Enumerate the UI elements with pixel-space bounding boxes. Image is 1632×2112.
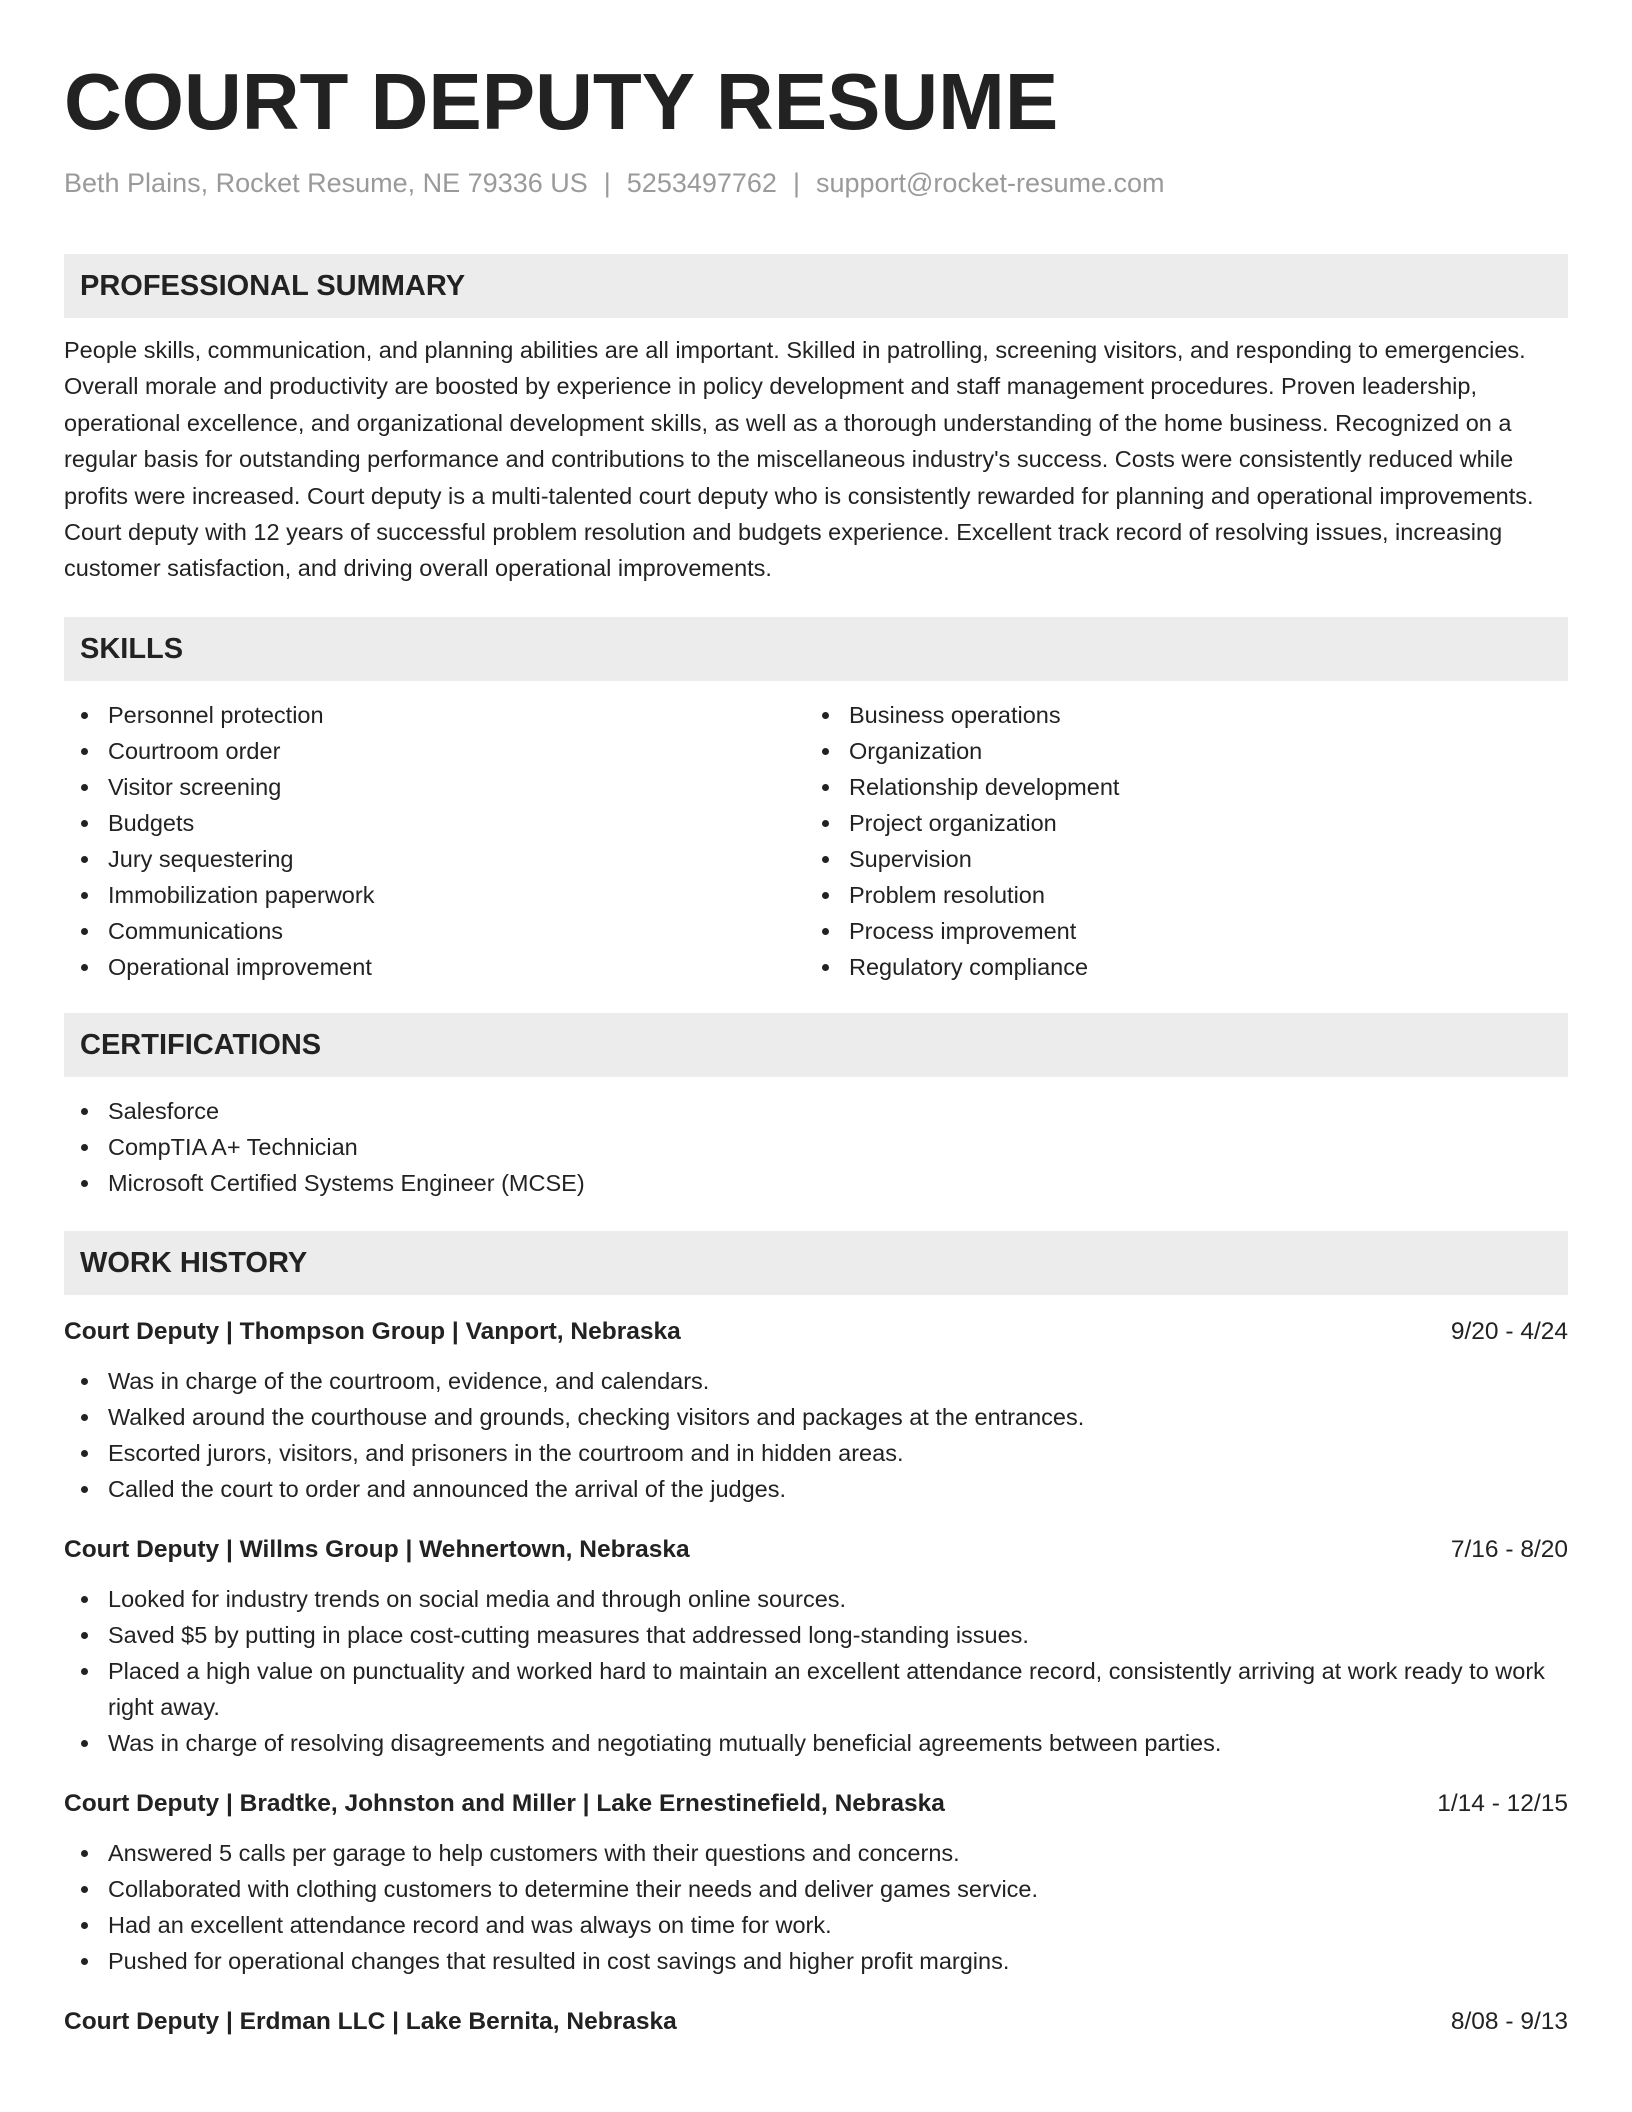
skill-item: Jury sequestering xyxy=(64,841,805,877)
job-dates: 7/16 - 8/20 xyxy=(1450,1535,1568,1563)
skill-item: Operational improvement xyxy=(64,949,805,985)
job-entry xyxy=(64,1315,1568,1507)
address: Beth Plains, Rocket Resume, NE 79336 US xyxy=(64,168,588,198)
section-header-certifications: CERTIFICATIONS xyxy=(64,1013,1568,1077)
section-header-skills: SKILLS xyxy=(64,617,1568,681)
skill-item: Regulatory compliance xyxy=(805,949,1546,985)
job-header xyxy=(64,2005,1568,2039)
certification-item: Microsoft Certified Systems Engineer (MCSE) xyxy=(64,1165,1568,1201)
job-dates: 8/08 - 9/13 xyxy=(1450,2007,1568,2035)
job-bullets xyxy=(64,1363,1568,1507)
skill-item: Communications xyxy=(64,913,805,949)
job-entry xyxy=(64,1533,1568,1761)
job-bullet: Was in charge of resolving disagreements and negotiating mutually beneficial agreements between parties. xyxy=(64,1725,1568,1761)
skill-item: Budgets xyxy=(64,805,805,841)
job-bullet: Answered 5 calls per garage to help customers with their questions and concerns. xyxy=(64,1835,1568,1871)
summary-text: People skills, communication, and planning abilities are all important. Skilled in patrolling, screening visitors, and responding to emergencies. Overall morale and productivity are boosted by experience in policy development and staff management procedures. Proven leadership, operational excellence, and organizational development skills, as well as a thorough understanding of the home business. Recognized on a regular basis for outstanding performance and contributions to the miscellaneous industry's success. Costs were consistently reduced while profits were increased. Court deputy is a multi-talented court deputy who is consistently rewarded for planning and operational improvements. Court deputy with 12 years of successful problem resolution and budgets experience. Excellent track record of resolving issues, increasing customer satisfaction, and driving overall operational improvements. xyxy=(64,337,1534,582)
job-header xyxy=(64,1315,1568,1349)
job-header xyxy=(64,1787,1568,1821)
job-bullet: Saved $5 by putting in place cost-cutting measures that addressed long-standing issues. xyxy=(64,1617,1568,1653)
phone: 5253497762 xyxy=(626,168,777,198)
skill-item: Process improvement xyxy=(805,913,1546,949)
job-bullet: Called the court to order and announced the arrival of the judges. xyxy=(64,1471,1568,1507)
job-entry xyxy=(64,2005,1568,2039)
job-bullet: Was in charge of the courtroom, evidence, and calendars. xyxy=(64,1363,1568,1399)
job-title: Court Deputy | Bradtke, Johnston and Miller | Lake Ernestinefield, Nebraska xyxy=(64,1789,945,1817)
job-bullet: Looked for industry trends on social media and through online sources. xyxy=(64,1581,1568,1617)
section-header-work-history: WORK HISTORY xyxy=(64,1231,1568,1295)
job-title: Court Deputy | Willms Group | Wehnertown, Nebraska xyxy=(64,1535,690,1563)
job-bullet: Placed a high value on punctuality and worked hard to maintain an excellent attendance record, consistently arriving at work ready to work right away. xyxy=(64,1653,1568,1725)
job-bullet: Pushed for operational changes that resulted in cost savings and higher profit margins. xyxy=(64,1943,1568,1979)
certifications-list xyxy=(64,1093,1568,1201)
job-bullet: Had an excellent attendance record and was always on time for work. xyxy=(64,1907,1568,1943)
job-bullets xyxy=(64,1835,1568,1979)
skills-list-left xyxy=(64,697,805,985)
skill-item: Problem resolution xyxy=(805,877,1546,913)
skill-item: Visitor screening xyxy=(64,769,805,805)
page-title: COURT DEPUTY RESUME xyxy=(64,57,1059,146)
email: support@rocket-resume.com xyxy=(815,168,1165,198)
job-entry xyxy=(64,1787,1568,1979)
job-title: Court Deputy | Thompson Group | Vanport, Nebraska xyxy=(64,1317,681,1345)
certification-item: Salesforce xyxy=(64,1093,1568,1129)
separator: | xyxy=(603,168,611,198)
job-header xyxy=(64,1533,1568,1567)
skill-item: Personnel protection xyxy=(64,697,805,733)
skill-item: Courtroom order xyxy=(64,733,805,769)
job-bullet: Collaborated with clothing customers to determine their needs and deliver games service. xyxy=(64,1871,1568,1907)
job-bullet: Walked around the courthouse and grounds, checking visitors and packages at the entrances. xyxy=(64,1399,1568,1435)
job-dates: 1/14 - 12/15 xyxy=(1437,1789,1568,1817)
skill-item: Organization xyxy=(805,733,1546,769)
contact-line xyxy=(64,166,1568,200)
skill-item: Relationship development xyxy=(805,769,1546,805)
separator: | xyxy=(792,168,800,198)
job-bullets xyxy=(64,1581,1568,1761)
skill-item: Immobilization paperwork xyxy=(64,877,805,913)
skill-item: Project organization xyxy=(805,805,1546,841)
skills-grid xyxy=(64,697,1568,985)
job-title: Court Deputy | Erdman LLC | Lake Bernita, Nebraska xyxy=(64,2007,677,2035)
job-dates: 9/20 - 4/24 xyxy=(1450,1317,1568,1345)
skill-item: Business operations xyxy=(805,697,1546,733)
skill-item: Supervision xyxy=(805,841,1546,877)
certification-item: CompTIA A+ Technician xyxy=(64,1129,1568,1165)
section-header-summary: PROFESSIONAL SUMMARY xyxy=(64,254,1568,318)
skills-list-right xyxy=(805,697,1546,985)
job-bullet: Escorted jurors, visitors, and prisoners in the courtroom and in hidden areas. xyxy=(64,1435,1568,1471)
